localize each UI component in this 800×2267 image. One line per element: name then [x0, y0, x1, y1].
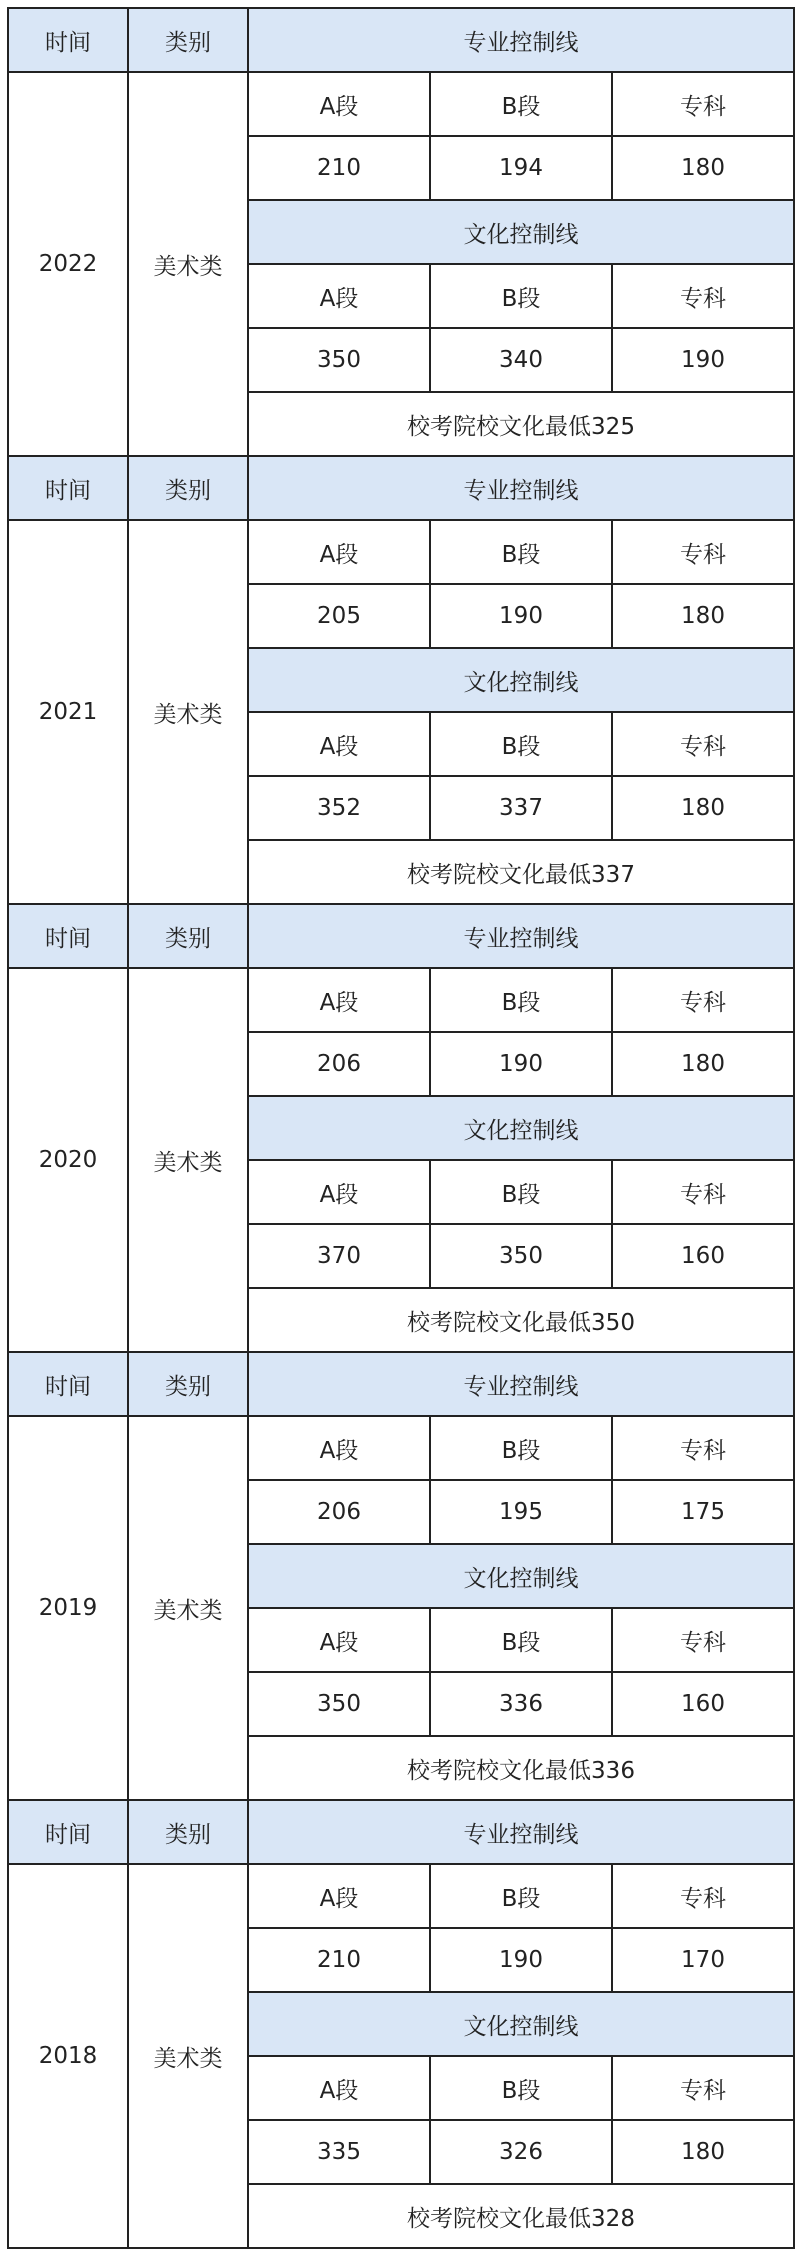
culture-value-b: 336 — [430, 1672, 612, 1736]
pro-segment-row — [8, 1864, 794, 1928]
seg-a-label: A段 — [248, 1608, 430, 1672]
header-pro-line: 专业控制线 — [248, 456, 794, 520]
seg-b-label: B段 — [430, 1864, 612, 1928]
score-table-body — [8, 8, 794, 2248]
seg-a-label: A段 — [248, 1160, 430, 1224]
header-culture-line: 文化控制线 — [248, 648, 794, 712]
header-row — [8, 456, 794, 520]
seg-b-label: B段 — [430, 2056, 612, 2120]
header-pro-line: 专业控制线 — [248, 1352, 794, 1416]
school-min-cell: 校考院校文化最低337 — [248, 840, 794, 904]
header-time: 时间 — [8, 456, 128, 520]
seg-a-label: A段 — [248, 264, 430, 328]
header-pro-line: 专业控制线 — [248, 904, 794, 968]
pro-value-a: 205 — [248, 584, 430, 648]
seg-zk-label: 专科 — [612, 968, 794, 1032]
header-culture-line: 文化控制线 — [248, 1992, 794, 2056]
header-category: 类别 — [128, 1352, 248, 1416]
culture-value-zk: 190 — [612, 328, 794, 392]
category-cell: 美术类 — [128, 520, 248, 904]
category-cell: 美术类 — [128, 968, 248, 1352]
header-time: 时间 — [8, 904, 128, 968]
seg-zk-label: 专科 — [612, 712, 794, 776]
header-culture-line: 文化控制线 — [248, 1544, 794, 1608]
pro-value-b: 190 — [430, 1928, 612, 1992]
seg-zk-label: 专科 — [612, 264, 794, 328]
category-cell: 美术类 — [128, 1864, 248, 2248]
seg-a-label: A段 — [248, 2056, 430, 2120]
pro-value-b: 190 — [430, 584, 612, 648]
seg-b-label: B段 — [430, 520, 612, 584]
category-cell: 美术类 — [128, 1416, 248, 1800]
year-cell: 2020 — [8, 968, 128, 1352]
seg-zk-label: 专科 — [612, 1608, 794, 1672]
header-category: 类别 — [128, 456, 248, 520]
year-cell: 2022 — [8, 72, 128, 456]
year-cell: 2019 — [8, 1416, 128, 1800]
seg-b-label: B段 — [430, 1608, 612, 1672]
culture-value-a: 350 — [248, 328, 430, 392]
seg-a-label: A段 — [248, 1416, 430, 1480]
seg-zk-label: 专科 — [612, 1416, 794, 1480]
pro-segment-row — [8, 968, 794, 1032]
category-cell: 美术类 — [128, 72, 248, 456]
pro-segment-row — [8, 520, 794, 584]
header-culture-line: 文化控制线 — [248, 1096, 794, 1160]
culture-value-zk: 160 — [612, 1672, 794, 1736]
pro-value-zk: 180 — [612, 1032, 794, 1096]
header-row — [8, 8, 794, 72]
header-category: 类别 — [128, 904, 248, 968]
culture-value-b: 340 — [430, 328, 612, 392]
pro-value-b: 194 — [430, 136, 612, 200]
header-time: 时间 — [8, 1352, 128, 1416]
header-category: 类别 — [128, 8, 248, 72]
culture-value-a: 335 — [248, 2120, 430, 2184]
pro-value-a: 206 — [248, 1480, 430, 1544]
culture-value-a: 350 — [248, 1672, 430, 1736]
pro-value-a: 210 — [248, 136, 430, 200]
header-category: 类别 — [128, 1800, 248, 1864]
seg-a-label: A段 — [248, 968, 430, 1032]
header-time: 时间 — [8, 8, 128, 72]
culture-value-zk: 180 — [612, 2120, 794, 2184]
pro-value-a: 206 — [248, 1032, 430, 1096]
culture-value-zk: 160 — [612, 1224, 794, 1288]
school-min-cell: 校考院校文化最低328 — [248, 2184, 794, 2248]
pro-value-zk: 180 — [612, 136, 794, 200]
pro-value-zk: 170 — [612, 1928, 794, 1992]
culture-value-b: 326 — [430, 2120, 612, 2184]
seg-zk-label: 专科 — [612, 72, 794, 136]
school-min-cell: 校考院校文化最低336 — [248, 1736, 794, 1800]
seg-b-label: B段 — [430, 1416, 612, 1480]
culture-value-a: 352 — [248, 776, 430, 840]
header-row — [8, 1352, 794, 1416]
header-row — [8, 1800, 794, 1864]
header-row — [8, 904, 794, 968]
pro-value-b: 195 — [430, 1480, 612, 1544]
year-cell: 2021 — [8, 520, 128, 904]
pro-segment-row — [8, 1416, 794, 1480]
seg-b-label: B段 — [430, 264, 612, 328]
score-table — [7, 7, 795, 2249]
pro-segment-row — [8, 72, 794, 136]
pro-value-zk: 175 — [612, 1480, 794, 1544]
culture-value-zk: 180 — [612, 776, 794, 840]
seg-b-label: B段 — [430, 968, 612, 1032]
header-pro-line: 专业控制线 — [248, 1800, 794, 1864]
seg-zk-label: 专科 — [612, 1864, 794, 1928]
school-min-cell: 校考院校文化最低325 — [248, 392, 794, 456]
seg-a-label: A段 — [248, 712, 430, 776]
seg-b-label: B段 — [430, 1160, 612, 1224]
header-time: 时间 — [8, 1800, 128, 1864]
seg-zk-label: 专科 — [612, 2056, 794, 2120]
seg-a-label: A段 — [248, 72, 430, 136]
header-culture-line: 文化控制线 — [248, 200, 794, 264]
seg-zk-label: 专科 — [612, 520, 794, 584]
pro-value-a: 210 — [248, 1928, 430, 1992]
culture-value-a: 370 — [248, 1224, 430, 1288]
pro-value-b: 190 — [430, 1032, 612, 1096]
seg-b-label: B段 — [430, 712, 612, 776]
culture-value-b: 337 — [430, 776, 612, 840]
seg-a-label: A段 — [248, 520, 430, 584]
culture-value-b: 350 — [430, 1224, 612, 1288]
school-min-cell: 校考院校文化最低350 — [248, 1288, 794, 1352]
seg-b-label: B段 — [430, 72, 612, 136]
seg-a-label: A段 — [248, 1864, 430, 1928]
header-pro-line: 专业控制线 — [248, 8, 794, 72]
seg-zk-label: 专科 — [612, 1160, 794, 1224]
year-cell: 2018 — [8, 1864, 128, 2248]
pro-value-zk: 180 — [612, 584, 794, 648]
